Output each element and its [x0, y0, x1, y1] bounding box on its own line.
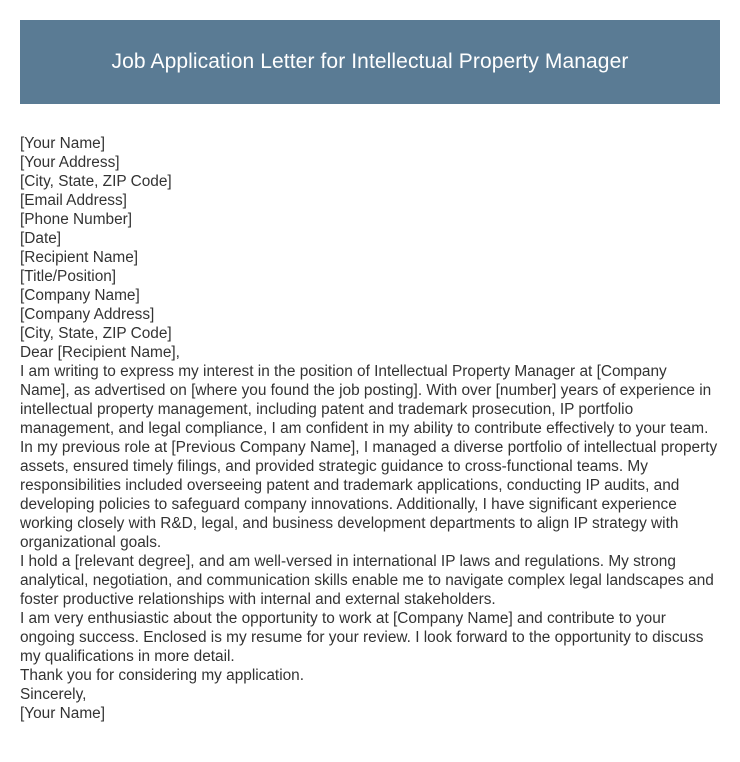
signature: [Your Name]: [20, 705, 105, 722]
sender-city-state-zip: [City, State, ZIP Code]: [20, 173, 172, 190]
paragraph-intro: I am writing to express my interest in the position of Intellectual Property Manager at [Company Name], as advertised on [where you found the job posting]. With over [number] years of experience in intellectual property management, including patent and trademark prosecution, IP portfolio management, and legal compliance, I am confident in my ability to contribute effectively to your team.: [20, 363, 712, 437]
sender-name: [Your Name]: [20, 135, 105, 152]
recipient-city-state-zip: [City, State, ZIP Code]: [20, 325, 172, 342]
recipient-title: [Title/Position]: [20, 268, 117, 285]
paragraph-experience: In my previous role at [Previous Company Name], I managed a diverse portfolio of intellectual property assets, ensured timely filings, and provided strategic guidance to cross-functional teams. My responsibilities included overseeing patent and trademark applications, conducting IP audits, and developing policies to safeguard company innovations. Additionally, I have significant experience working closely with R&D, legal, and business development departments to align IP strategy with organizational goals.: [20, 439, 718, 551]
salutation: Dear [Recipient Name],: [20, 344, 180, 361]
sender-address: [Your Address]: [20, 154, 120, 171]
recipient-address: [Company Address]: [20, 306, 155, 323]
closing: Sincerely,: [20, 686, 87, 703]
paragraph-enthusiasm: I am very enthusiastic about the opportunity to work at [Company Name] and contribute to your ongoing success. Enclosed is my resume for your review. I look forward to the opportunity to discuss my qualifications in more detail.: [20, 610, 704, 665]
letter-date: [Date]: [20, 230, 62, 247]
sender-phone: [Phone Number]: [20, 211, 133, 228]
letter-body: [20, 134, 720, 723]
title-banner: [20, 20, 720, 104]
recipient-name: [Recipient Name]: [20, 249, 139, 266]
page-title: Job Application Letter for Intellectual Property Manager: [111, 50, 629, 73]
paragraph-qualifications: I hold a [relevant degree], and am well-versed in international IP laws and regulations. My strong analytical, negotiation, and communication skills enable me to navigate complex legal landscapes and foster productive relationships with internal and external stakeholders.: [20, 553, 714, 608]
sender-email: [Email Address]: [20, 192, 127, 209]
paragraph-thanks: Thank you for considering my application.: [20, 667, 305, 684]
recipient-company: [Company Name]: [20, 287, 140, 304]
